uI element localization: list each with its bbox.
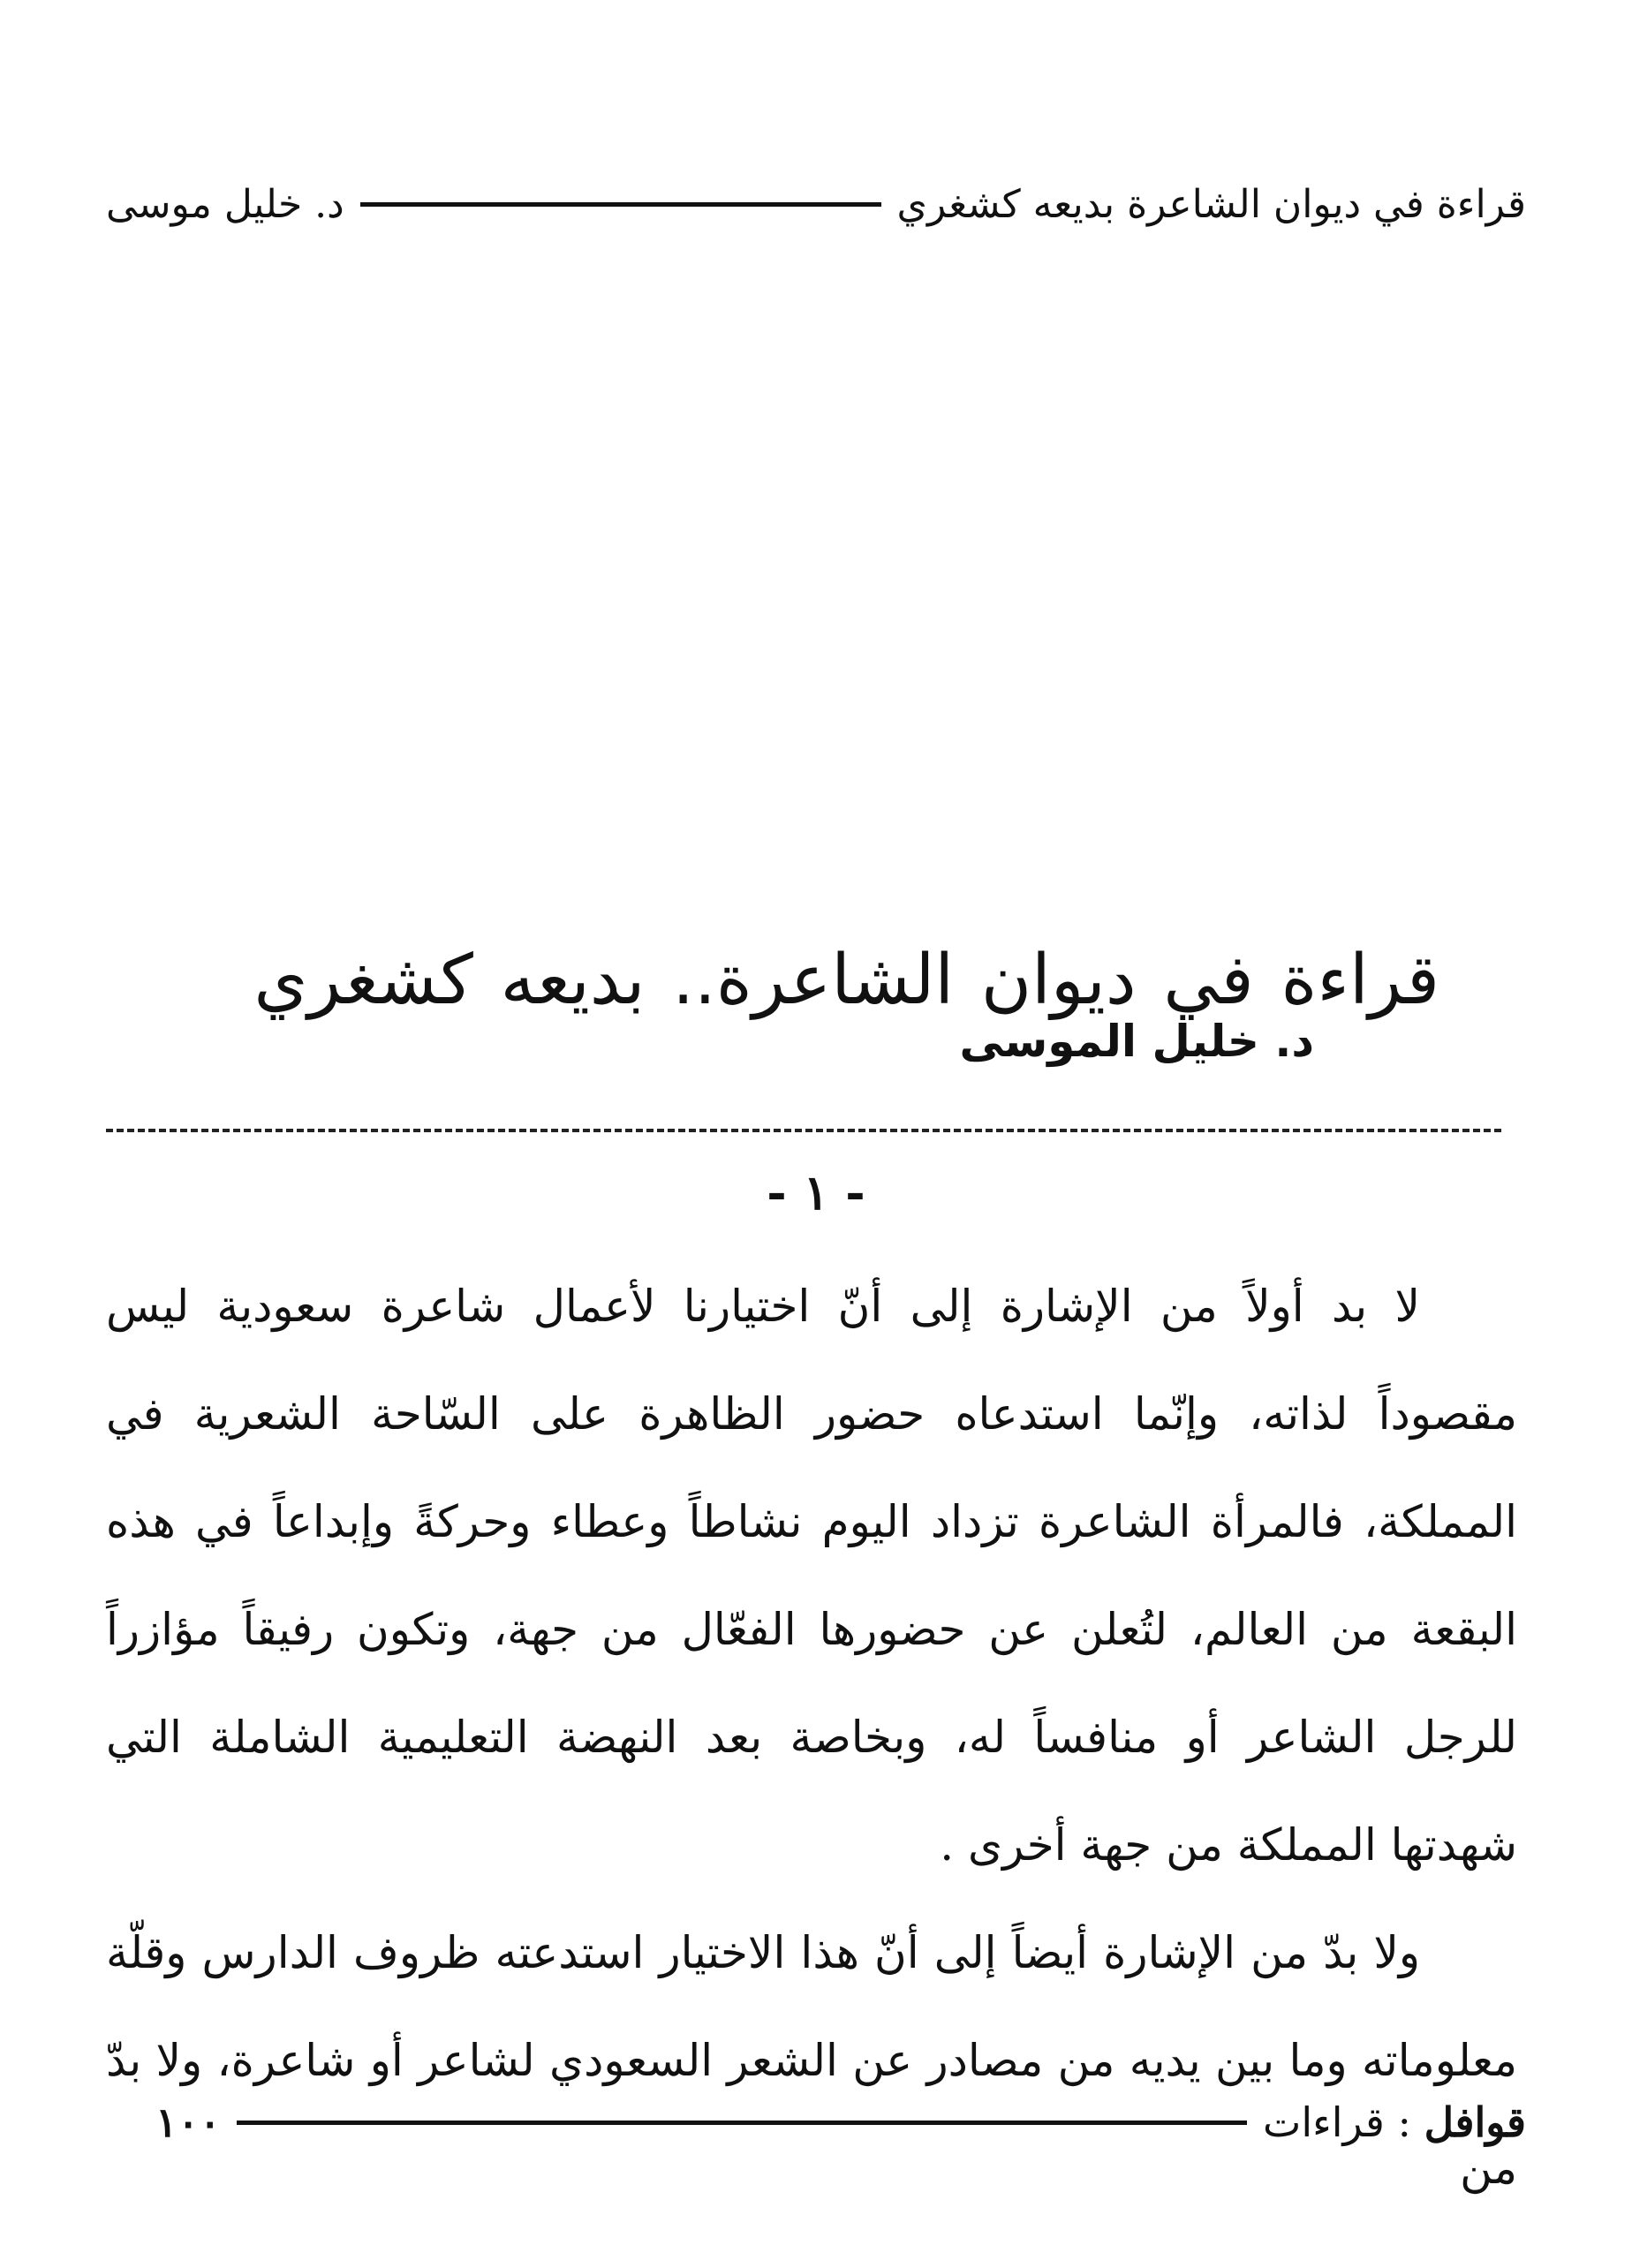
running-header-rule — [360, 202, 881, 207]
page-number: ١٠٠ — [155, 2098, 222, 2146]
footer-journal-name: قوافل — [1424, 2098, 1526, 2146]
dotted-divider — [106, 1129, 1501, 1132]
running-header-title: قراءة في ديوان الشاعرة بديعه كشغري — [896, 181, 1526, 227]
article-title: قراءة في ديوان الشاعرة.. بديعه كشغري — [253, 941, 1439, 1021]
running-footer — [106, 2091, 1526, 2153]
footer-section: : قراءات — [1263, 2098, 1412, 2146]
body-text — [106, 1252, 1517, 2222]
running-header-author: د. خليل موسى — [106, 181, 344, 227]
body-paragraph: لا بد أولاً من الإشارة إلى أنّ اختيارنا لأعمال شاعرة سعودية ليس مقصوداً لذاته، وإنّما استدعاه حضور الظاهرة على السّاحة الشعرية في المملكة، فالمرأة الشاعرة تزداد اليوم نشاطاً وعطاء وحركةً وإبداعاً في هذه البقعة من العالم، لتُعلن عن حضورها الفعّال من جهة، وتكون رفيقاً مؤازراً للرجل الشاعر أو منافساً له، وبخاصة بعد النهضة التعليمية الشاملة التي شهدتها المملكة من جهة أخرى . — [106, 1281, 1517, 1871]
section-number: - ١ - — [767, 1164, 865, 1221]
running-footer-rule — [237, 2121, 1247, 2125]
running-header — [106, 173, 1526, 235]
body-paragraph: ولا بدّ من الإشارة أيضاً إلى أنّ هذا الاختيار استدعته ظروف الدارس وقلّة معلوماته وما بين يديه من مصادر عن الشعر السعودي لشاعر أو شاعرة، ولا بدّ من — [106, 1927, 1517, 2194]
article-author: د. خليل الموسى — [959, 1016, 1314, 1067]
footer-journal — [1263, 2098, 1526, 2146]
